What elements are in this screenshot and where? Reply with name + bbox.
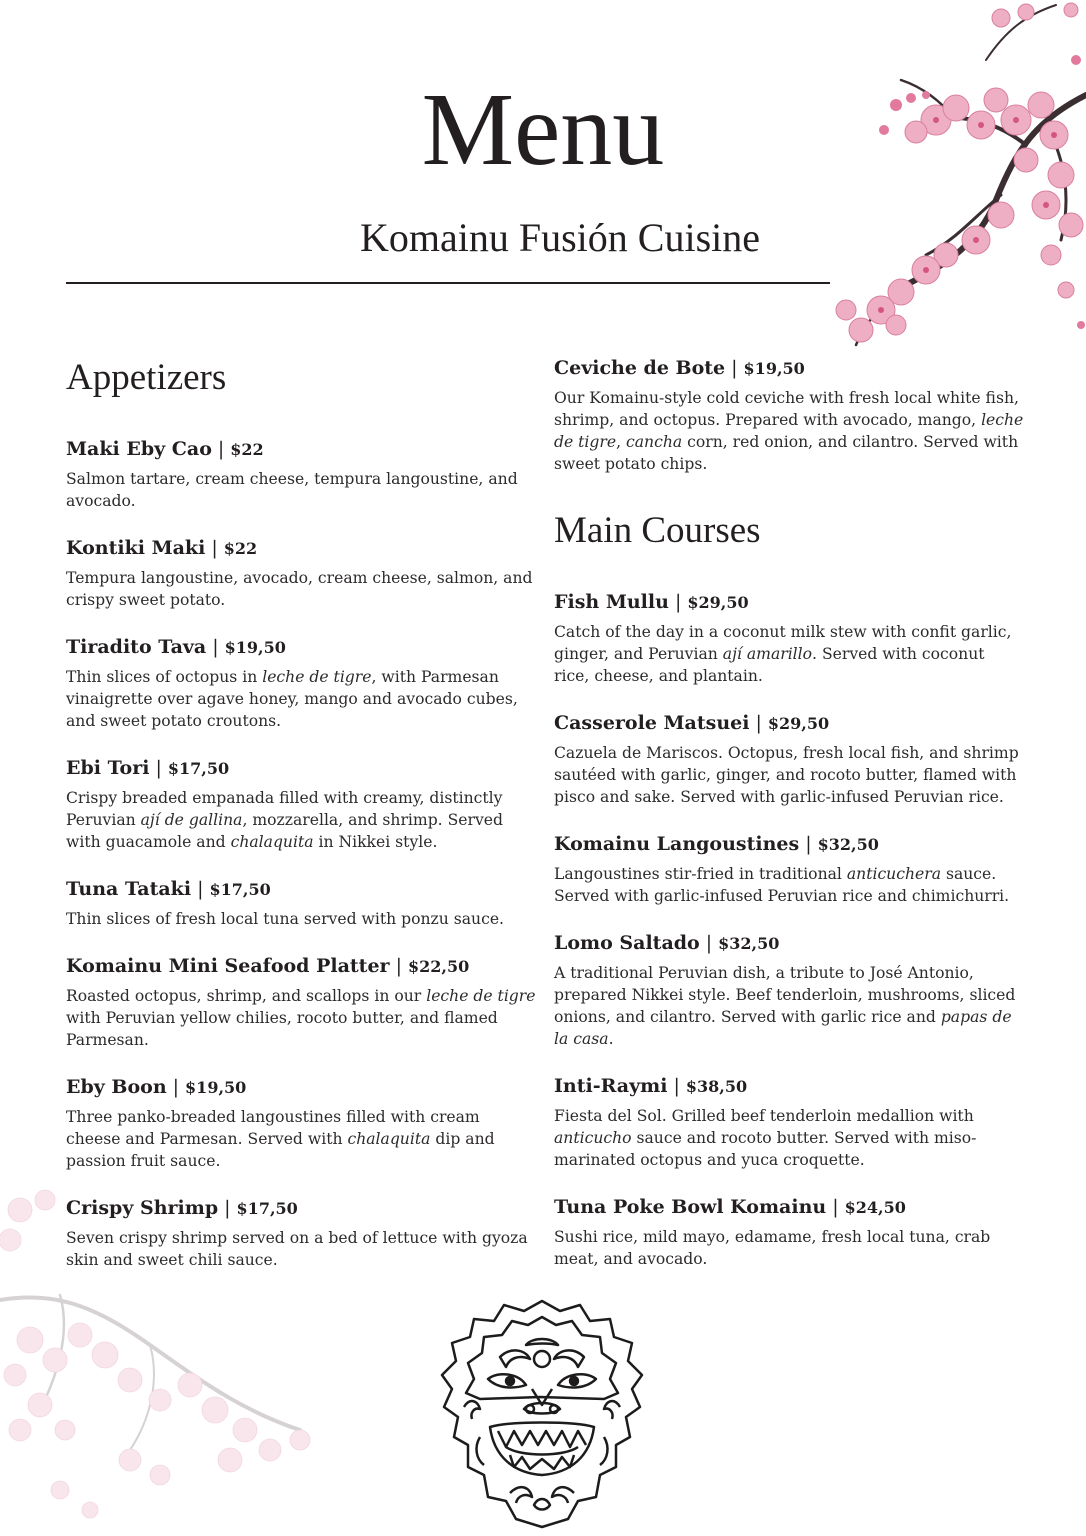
description-text: Fiesta del Sol. Grilled beef tenderloin medallion with — [554, 1106, 974, 1125]
italic-term: leche de tigre — [554, 411, 1024, 451]
menu-item-price: $19,50 — [185, 1077, 247, 1097]
menu-item-price: $24,50 — [844, 1197, 906, 1217]
italic-term: leche de tigre — [426, 986, 536, 1005]
menu-item-heading — [554, 1193, 1024, 1222]
italic-term: chalaquita — [230, 832, 314, 851]
menu-item-name: Tuna Tataki — [66, 877, 192, 900]
menu-item-price: $29,50 — [767, 713, 830, 733]
separator: | — [705, 931, 713, 954]
menu-item-name: Ebi Tori — [66, 756, 150, 779]
menu-item-price: $22 — [230, 439, 264, 459]
description-text: A traditional Peruvian dish, a tribute to José Antonio, prepared Nikkei style. Beef tenderloin, mushrooms, sliced onions, and cilantro. Served with garlic rice and — [554, 963, 1016, 1026]
komainu-mask-icon — [440, 1297, 645, 1532]
separator: | — [224, 1196, 231, 1219]
description-text: in Nikkei style. — [313, 832, 438, 851]
menu-item-price: $17,50 — [167, 758, 230, 778]
description-text: . — [608, 1029, 614, 1048]
menu-item — [66, 875, 536, 930]
menu-item-price: $22,50 — [407, 956, 470, 976]
description-text: , mozzarella, and shrimp. Served with guacamole and — [66, 810, 503, 851]
menu-item-description — [66, 787, 536, 853]
separator: | — [832, 1195, 839, 1218]
menu-item-price: $32,50 — [718, 933, 780, 953]
menu-item-name: Fish Mullu — [554, 590, 669, 613]
menu-item-price: $19,50 — [224, 637, 286, 657]
menu-item-heading — [66, 875, 536, 904]
description-text: Langoustines stir-fried in traditional — [554, 864, 847, 883]
menu-item — [66, 633, 536, 732]
menu-item-name: Kontiki Maki — [66, 536, 206, 559]
menu-item-name: Lomo Saltado — [554, 931, 700, 954]
menu-item-description — [66, 1106, 536, 1172]
menu-item-name: Inti-Raymi — [554, 1074, 668, 1097]
menu-item-name: Komainu Mini Seafood Platter — [66, 954, 390, 977]
menu-item-description: Sushi rice, mild mayo, edamame, fresh local tuna, crab meat, and avocado. — [554, 1227, 991, 1268]
description-text: , with Parmesan vinaigrette over agave honey, mango and avocado cubes, and sweet potato croutons. — [66, 667, 518, 730]
separator: | — [674, 590, 682, 613]
description-text: corn, red onion, and cilantro. Served with sweet potato chips. — [554, 433, 1019, 473]
restaurant-name: Komainu Fusión Cuisine — [359, 215, 761, 260]
menu-item-name: Tiradito Tava — [66, 635, 207, 658]
appetizers-column — [66, 358, 536, 1293]
menu-item-heading — [554, 588, 1024, 617]
menu-item-heading — [66, 633, 536, 662]
description-text: sauce and rocoto butter. Served with miso-marinated octopus and yuca croquette. — [554, 1128, 977, 1169]
menu-item — [554, 929, 1024, 1050]
menu-item — [66, 1073, 536, 1172]
menu-item — [554, 354, 1024, 475]
menu-item-heading — [66, 754, 536, 783]
menu-item-heading — [66, 1073, 536, 1102]
menu-item-heading — [66, 534, 536, 563]
menu-item-name: Komainu Langoustines — [554, 832, 800, 855]
section-title-main-courses: Main Courses — [554, 510, 761, 551]
menu-item-description — [554, 621, 1024, 687]
description-text: Three panko-breaded langoustines filled with cream cheese and Parmesan. Served with — [66, 1107, 480, 1148]
menu-item — [66, 534, 536, 611]
description-text: Roasted octopus, shrimp, and scallops in our — [66, 986, 427, 1005]
separator: | — [805, 832, 812, 855]
appetizers-list — [66, 435, 536, 1271]
italic-term: anticucho — [554, 1128, 632, 1147]
menu-item-heading — [554, 830, 1024, 859]
menu-item — [554, 709, 1024, 808]
description-text: Crispy breaded empanada filled with creamy, distinctly Peruvian — [66, 788, 503, 829]
menu-item — [554, 588, 1024, 687]
menu-item-heading — [66, 1194, 536, 1223]
section-title-appetizers: Appetizers — [66, 357, 227, 398]
italic-term: ají de gallina — [140, 810, 243, 829]
menu-item-price: $32,50 — [817, 834, 879, 854]
italic-term: leche de tigre — [262, 667, 372, 686]
menu-item-heading — [66, 952, 536, 981]
menu-item-price: $17,50 — [236, 1198, 298, 1218]
separator: | — [731, 357, 738, 379]
separator: | — [673, 1074, 680, 1097]
menu-item-price: $19,50 — [743, 359, 805, 378]
menu-item-name: Ceviche de Bote — [554, 357, 726, 379]
italic-term: cancha — [626, 433, 683, 451]
description-text: with Peruvian yellow chilies, rocoto butter, and flamed Parmesan. — [66, 1008, 498, 1049]
menu-item-name: Tuna Poke Bowl Komainu — [554, 1195, 827, 1218]
italic-term: anticuchera — [846, 864, 941, 883]
menu-item-description — [554, 1105, 1024, 1171]
description-text: . Served with coconut rice, cheese, and plantain. — [554, 644, 985, 685]
description-text: Thin slices of octopus in — [66, 667, 263, 686]
menu-item-heading — [66, 435, 536, 464]
separator: | — [395, 954, 402, 977]
page-title: Menu — [421, 72, 665, 187]
menu-item-price: $17,50 — [209, 879, 271, 899]
menu-item-name: Casserole Matsuei — [554, 711, 750, 734]
menu-item — [554, 1072, 1024, 1171]
menu-item-description: Thin slices of fresh local tuna served with ponzu sauce. — [66, 909, 505, 928]
menu-item-description: Salmon tartare, cream cheese, tempura langoustine, and avocado. — [66, 469, 518, 510]
menu-item-heading — [554, 929, 1024, 958]
menu-item-description — [554, 863, 1024, 907]
menu-item-description — [554, 962, 1024, 1050]
main-courses-list — [554, 588, 1024, 1270]
mains-column — [554, 354, 1024, 1292]
menu-item-heading — [554, 1072, 1024, 1101]
menu-item-price: $29,50 — [687, 592, 749, 612]
menu-item — [554, 830, 1024, 907]
menu-item-name: Eby Boon — [66, 1075, 167, 1098]
menu-item-heading — [554, 709, 1024, 738]
description-text: Our Komainu-style cold ceviche with fresh local white fish, shrimp, and octopus. Prepared with avocado, mango, — [554, 389, 1019, 429]
italic-term: papas de la casa — [554, 1007, 1012, 1048]
description-text: sauce. Served with garlic-infused Peruvian rice and chimichurri. — [554, 864, 1010, 905]
menu-item — [66, 754, 536, 853]
menu-item-description: Tempura langoustine, avocado, cream cheese, salmon, and crispy sweet potato. — [66, 568, 533, 609]
menu-item-description — [66, 666, 536, 732]
menu-item-heading — [554, 354, 1024, 383]
menu-item-name: Crispy Shrimp — [66, 1196, 219, 1219]
menu-item-price: $22 — [223, 538, 258, 558]
separator: | — [172, 1075, 180, 1098]
italic-term: ají amarillo — [722, 644, 813, 663]
separator: | — [212, 635, 219, 658]
menu-item-price: $38,50 — [685, 1076, 748, 1096]
cherry-blossom-branch-icon — [786, 0, 1086, 380]
menu-item — [66, 1194, 536, 1271]
description-text: Catch of the day in a coconut milk stew with confit garlic, ginger, and Peruvian — [554, 622, 1012, 663]
menu-item-description — [554, 387, 1024, 475]
menu-item — [66, 435, 536, 512]
menu-item-description: Cazuela de Mariscos. Octopus, fresh local fish, and shrimp sautéed with garlic, ginger, and rocoto butter, flamed with pisco and sake. Served with garlic-infused Peruvian rice. — [554, 743, 1019, 806]
separator: | — [755, 711, 762, 734]
separator: | — [217, 437, 225, 460]
separator: | — [197, 877, 204, 900]
menu-item-name: Maki Eby Cao — [66, 437, 212, 460]
separator: | — [155, 756, 162, 779]
menu-item-description: Seven crispy shrimp served on a bed of lettuce with gyoza skin and sweet chili sauce. — [66, 1228, 528, 1269]
menu-item-description — [66, 985, 536, 1051]
separator: | — [211, 536, 218, 559]
description-text: , — [616, 433, 627, 451]
menu-item — [554, 1193, 1024, 1270]
header-divider — [66, 282, 830, 284]
italic-term: chalaquita — [347, 1129, 431, 1148]
description-text: dip and passion fruit sauce. — [66, 1129, 495, 1170]
menu-item — [66, 952, 536, 1051]
